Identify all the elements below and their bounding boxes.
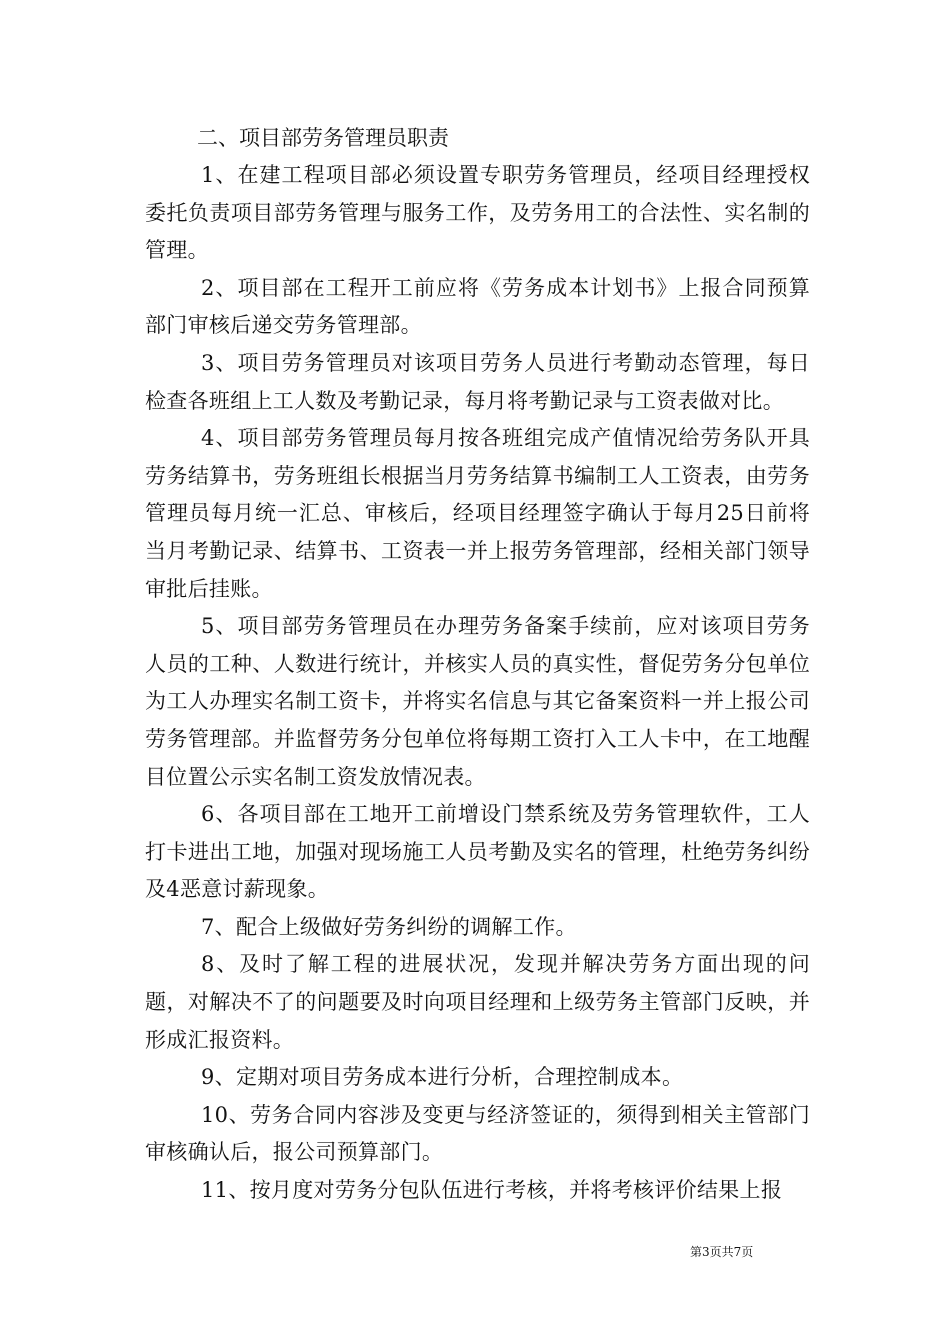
paragraph-1: 1、在建工程项目部必须设置专职劳务管理员，经项目经理授权委托负责项目部劳务管理与服务工作，及劳务用工的合法性、实名制的管理。 xyxy=(145,163,810,263)
paragraph-11: 11、按月度对劳务分包队伍进行考核，并将考核评价结果上报 xyxy=(201,1178,783,1203)
paragraph-5: 5、项目部劳务管理员在办理劳务备案手续前，应对该项目劳务人员的工种、人数进行统计，并核实人员的真实性，督促劳务分包单位为工人办理实名制工资卡，并将实名信息与其它备案资料一并上报公司劳务管理部。并监督劳务分包单位将每期工资打入工人卡中，在工地醒目位置公示实名制工资发放情况表。 xyxy=(145,614,810,789)
page-number-footer: 第3页共7页 xyxy=(690,1245,754,1259)
paragraph-3: 3、项目劳务管理员对该项目劳务人员进行考勤动态管理，每日检查各班组上工人数及考勤记录，每月将考勤记录与工资表做对比。 xyxy=(145,350,810,413)
paragraph-7: 7、配合上级做好劳务纠纷的调解工作。 xyxy=(201,914,577,939)
paragraph-6: 6、各项目部在工地开工前增设门禁系统及劳务管理软件，工人打卡进出工地，加强对现场施工人员考勤及实名的管理，杜绝劳务纠纷及4恶意讨薪现象。 xyxy=(145,802,810,902)
paragraph-8: 8、及时了解工程的进展状况，发现并解决劳务方面出现的问题，对解决不了的问题要及时向项目经理和上级劳务主管部门反映，并形成汇报资料。 xyxy=(145,952,810,1052)
paragraph-2: 2、项目部在工程开工前应将《劳务成本计划书》上报合同预算部门审核后递交劳务管理部。 xyxy=(145,275,810,338)
document-body xyxy=(145,120,810,1210)
paragraph-4: 4、项目部劳务管理员每月按各班组完成产值情况给劳务队开具劳务结算书，劳务班组长根据当月劳务结算书编制工人工资表，由劳务管理员每月统一汇总、审核后，经项目经理签字确认于每月25日前将当月考勤记录、结算书、工资表一并上报劳务管理部，经相关部门领导审批后挂账。 xyxy=(145,426,810,601)
paragraph-10: 10、劳务合同内容涉及变更与经济签证的，须得到相关主管部门审核确认后，报公司预算部门。 xyxy=(145,1102,810,1165)
paragraph-9: 9、定期对项目劳务成本进行分析，合理控制成本。 xyxy=(201,1065,684,1090)
section-title: 二、项目部劳务管理员职责 xyxy=(197,126,449,150)
